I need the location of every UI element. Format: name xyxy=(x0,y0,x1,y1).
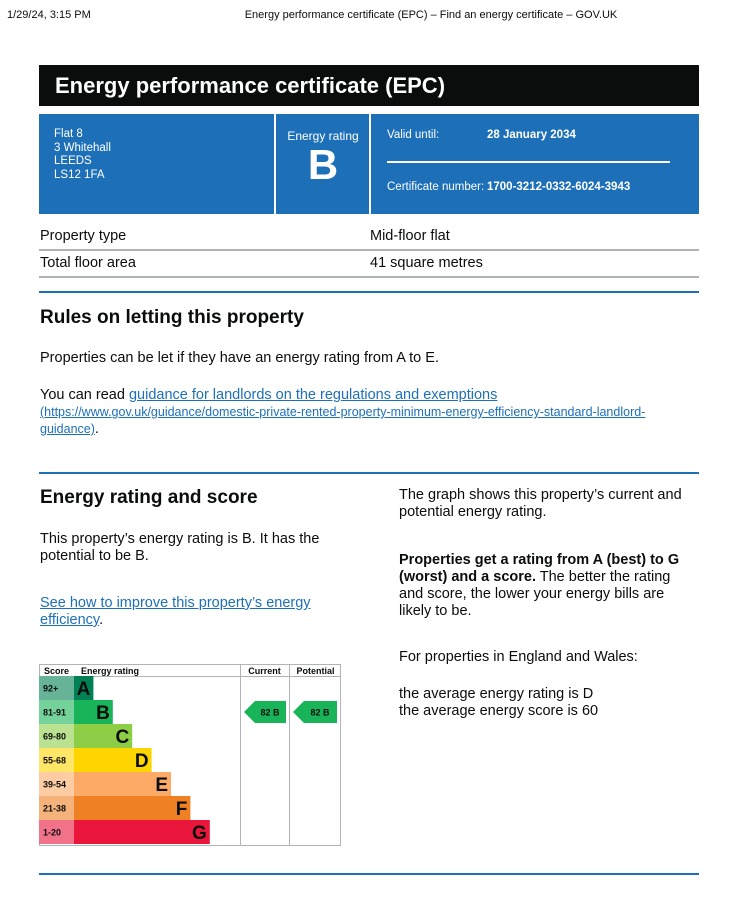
certificate-number-value: 1700-3212-0332-6024-3943 xyxy=(487,181,631,193)
letting-guidance-text xyxy=(40,387,695,438)
band-bar xyxy=(74,820,210,844)
property-type-label: Property type xyxy=(40,228,127,244)
print-page-title: Energy performance certificate (EPC) – Find an energy certificate – GOV.UK xyxy=(244,9,618,21)
energy-rating-graph xyxy=(39,664,342,850)
landlord-guidance-url[interactable]: (https://www.gov.uk/guidance/domestic-private-rented-property-minimum-energy-efficiency-standard-landlord-guidance) xyxy=(40,405,646,436)
energy-rating-heading: Energy rating and score xyxy=(40,487,258,508)
rating-explanation-rest: The better the rating and score, the lower your energy bills are likely to be. xyxy=(399,569,671,619)
improve-efficiency-link[interactable]: See how to improve this property’s energy efficiency xyxy=(40,595,311,628)
current-rating-label: 82 B xyxy=(260,707,280,718)
band-score-label: 39-54 xyxy=(43,779,67,790)
band-letter: G xyxy=(192,823,207,844)
averages xyxy=(399,686,694,720)
valid-until-label: Valid until: xyxy=(387,129,440,141)
address-line: LEEDS xyxy=(54,155,92,167)
letting-rules-heading: Rules on letting this property xyxy=(40,307,304,328)
section-divider xyxy=(39,873,699,875)
band-score-label: 55-68 xyxy=(43,755,67,766)
improve-efficiency-text xyxy=(40,595,340,629)
region-text: For properties in England and Wales: xyxy=(399,649,638,665)
band-score-label: 92+ xyxy=(43,683,59,694)
property-address xyxy=(54,128,111,182)
energy-rating-chart xyxy=(39,664,342,855)
chart-header-current: Current xyxy=(248,666,281,676)
chart-header-potential: Potential xyxy=(296,666,335,676)
average-score: the average energy score is 60 xyxy=(399,703,599,719)
page-title: Energy performance certificate (EPC) xyxy=(39,65,699,106)
address-line: 3 Whitehall xyxy=(54,141,111,154)
rating-explanation xyxy=(399,552,694,620)
guidance-prefix: You can read xyxy=(40,387,129,403)
band-letter: C xyxy=(115,727,130,748)
chart-header-rating: Energy rating xyxy=(81,666,140,676)
energy-rating-box xyxy=(276,114,370,188)
band-letter: E xyxy=(155,775,168,796)
landlord-guidance-link[interactable]: guidance for landlords on the regulations and exemptions xyxy=(128,387,498,403)
band-letter: B xyxy=(96,703,110,724)
floor-area-row xyxy=(39,249,699,278)
address-line: LS12 1FA xyxy=(54,168,105,181)
band-letter: F xyxy=(175,799,188,820)
validity-separator xyxy=(387,161,670,163)
address-line: Flat 8 xyxy=(54,128,83,140)
energy-rating-letter: B xyxy=(307,141,339,188)
graph-explanation: The graph shows this property’s current and potential energy rating. xyxy=(399,487,682,520)
improve-suffix: . xyxy=(99,612,104,628)
certificate-summary xyxy=(39,114,699,214)
valid-until-value: 28 January 2034 xyxy=(487,129,576,141)
band-letter: A xyxy=(76,679,91,700)
chart-header-score: Score xyxy=(44,666,70,676)
floor-area-label: Total floor area xyxy=(40,255,136,271)
property-type-value: Mid-floor flat xyxy=(370,228,450,244)
energy-rating-label: Energy rating xyxy=(287,129,359,143)
property-type-row xyxy=(39,222,699,251)
average-rating: the average energy rating is D xyxy=(399,686,594,702)
energy-rating-text: This property’s energy rating is B. It has the potential to be B. xyxy=(40,531,320,564)
section-divider xyxy=(39,291,699,293)
guidance-suffix: . xyxy=(94,421,99,437)
floor-area-value: 41 square metres xyxy=(370,255,483,271)
letting-rules-text: Properties can be let if they have an energy rating from A to E. xyxy=(40,350,439,366)
rating-explanation-bold: Properties get a rating from A (best) to G (worst) and a score. xyxy=(399,552,680,585)
band-score-label: 1-20 xyxy=(43,827,62,838)
band-bar xyxy=(74,796,190,820)
section-divider xyxy=(39,472,699,474)
band-score-label: 69-80 xyxy=(43,731,67,742)
band-letter: D xyxy=(134,751,149,772)
potential-rating-label: 82 B xyxy=(310,707,330,718)
print-datetime: 1/29/24, 3:15 PM xyxy=(7,9,91,21)
print-header xyxy=(0,9,744,23)
certificate-number-label: Certificate number: xyxy=(387,181,485,193)
band-score-label: 81-91 xyxy=(43,707,67,718)
validity-box xyxy=(371,114,699,214)
band-score-label: 21-38 xyxy=(43,803,67,814)
